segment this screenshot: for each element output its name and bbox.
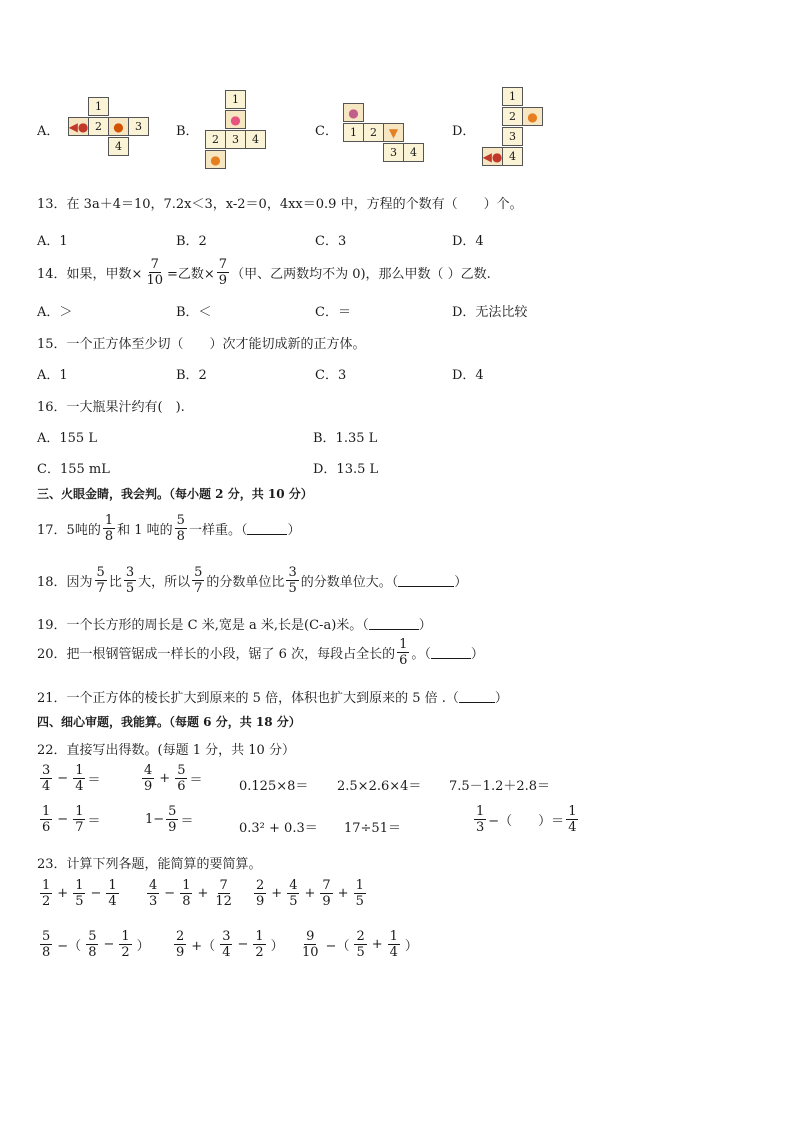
net-cell: 4 (502, 147, 523, 166)
net-cell: 4 (403, 143, 424, 162)
denominator: 5 (289, 894, 298, 909)
q17-text-b: 和 1 吨的 (117, 523, 173, 538)
q13-question: 13．在 3a＋4＝10，7.2x＜3，x-2＝0，4xx＝0.9 中，方程的个数有（ ）个。 (37, 197, 523, 212)
q18-text-c: 大，所以 (138, 575, 191, 590)
q14-option-a: A．＞ (37, 305, 73, 320)
denominator: 3 (476, 820, 485, 835)
peach-icon: ● (230, 112, 241, 127)
q14-suffix: （甲、乙两数均不为 0)，那么甲数（ ）乙数. (231, 267, 491, 282)
q23-expr-4 (38, 930, 153, 959)
denominator: 10 (302, 945, 319, 960)
peach-picture-cell (225, 110, 246, 129)
section-3-heading: 三、火眼金睛，我会判。（每小题 2 分，共 10 分） (37, 487, 313, 501)
numerator: 1 (42, 804, 51, 819)
q14-option-d: D．无法比较 (452, 305, 528, 320)
numerator: 5 (177, 763, 186, 778)
numerator: 5 (168, 804, 177, 819)
numerator: 3 (125, 565, 135, 580)
q22-expr-5: 7.5－1.2＋2.8＝ (449, 779, 551, 794)
fraction (73, 764, 85, 793)
operator: − (164, 886, 176, 901)
denominator: 9 (176, 945, 185, 960)
denominator: 4 (568, 820, 577, 835)
fraction (40, 879, 52, 908)
squirrel-icon: ● (210, 152, 221, 167)
numerator: 1 (108, 878, 117, 893)
net-cell: 2 (363, 123, 384, 142)
q22-expr-8: 0.3² + 0.3＝ (239, 821, 318, 836)
denominator: 8 (176, 529, 185, 544)
net-cell: 2 (502, 107, 523, 126)
squirrel-icon: ● (527, 109, 538, 124)
fraction (192, 566, 204, 595)
fraction (147, 879, 159, 908)
net-cell: 2 (88, 117, 109, 136)
q15-option-b: B．2 (176, 368, 207, 383)
numerator: 4 (144, 763, 153, 778)
q22-expr-3: 0.125×8＝ (239, 779, 309, 794)
net-cell: 3 (383, 143, 404, 162)
net-cell: 2 (205, 130, 226, 149)
operator-blank: −（ ）＝ (488, 814, 565, 829)
net-cell: 1 (88, 97, 109, 116)
q23-expr-1 (38, 879, 121, 908)
q13-option-a: A．1 (37, 234, 68, 249)
operator: + (197, 886, 209, 901)
equals: ＝ (189, 773, 203, 788)
fraction (166, 805, 178, 834)
q20-text-c: ） (470, 647, 484, 662)
numerator: 7 (150, 257, 159, 272)
section-4-heading: 四、细心审题，我能算。（每题 6 分，共 18 分） (37, 715, 301, 729)
net-cell: 4 (108, 137, 129, 156)
denominator: 4 (42, 779, 51, 794)
q22-expr-2 (140, 764, 202, 793)
net-cell: 1 (225, 90, 246, 109)
operator: − (103, 937, 115, 952)
q13-option-d: D．4 (452, 234, 484, 249)
q23-expr-3 (252, 879, 368, 908)
fraction (354, 930, 366, 959)
answer-blank[interactable] (398, 574, 454, 587)
operator: ） (136, 939, 150, 954)
net-cell: 3 (128, 117, 149, 136)
q17-text-c: 一样重。（ (188, 523, 248, 538)
animal-picture-cell (108, 117, 129, 136)
q12-option-b-label: B． (176, 124, 199, 139)
rabbit-icon: ● (348, 105, 359, 120)
equals: ＝ (180, 814, 194, 829)
fraction (300, 930, 321, 959)
denominator: 7 (194, 581, 203, 596)
q22-title: 22．直接写出得数。(每题 1 分，共 10 分） (37, 743, 295, 758)
numerator: 7 (219, 878, 228, 893)
fraction (253, 930, 265, 959)
numerator: 3 (42, 763, 51, 778)
answer-blank[interactable] (369, 617, 419, 630)
q12-option-c-label: C． (315, 124, 338, 139)
numerator: 4 (289, 878, 298, 893)
q13-option-c: C．3 (315, 234, 347, 249)
numerator: 5 (176, 513, 185, 528)
operator: + (371, 937, 383, 952)
operator: + (337, 886, 349, 901)
q19-text-a: 19．一个长方形的周长是 C 米,宽是 a 米,长是(C-a)米。（ (37, 618, 369, 633)
fraction (95, 566, 107, 595)
q14-mid: =乙数× (166, 267, 215, 282)
answer-blank[interactable] (431, 646, 471, 659)
q19-text-b: ） (418, 618, 432, 633)
q18-text-f: ） (454, 575, 468, 590)
q23-expr-6 (298, 930, 421, 959)
denominator: 4 (222, 945, 231, 960)
q18-text-b: 比 (108, 575, 122, 590)
denominator: 8 (88, 945, 97, 960)
q18-text-a: 18．因为 (37, 575, 93, 590)
denominator: 8 (104, 529, 114, 544)
q18-statement (37, 566, 467, 595)
denominator: 9 (168, 820, 177, 835)
q16-option-b: B．1.35 L (313, 431, 378, 446)
denominator: 5 (288, 581, 297, 596)
denominator: 10 (146, 273, 163, 288)
numerator: 1 (399, 637, 408, 652)
operator: − (237, 937, 249, 952)
net-cell: 3 (225, 130, 246, 149)
operator: +（ (191, 939, 216, 954)
numerator: 1 (568, 804, 577, 819)
denominator: 5 (75, 894, 84, 909)
fraction (354, 879, 366, 908)
q16-option-a: A．155 L (37, 431, 97, 446)
fraction (474, 805, 486, 834)
fraction (40, 930, 52, 959)
operator: − (57, 812, 69, 827)
q22-expr-9: 17÷51＝ (344, 821, 401, 836)
fraction (566, 805, 578, 834)
operator: + (271, 886, 283, 901)
denominator: 2 (255, 945, 264, 960)
denominator: 12 (215, 894, 232, 909)
fraction (217, 258, 229, 287)
denominator: 2 (42, 894, 51, 909)
q16-option-d: D．13.5 L (313, 462, 379, 477)
fraction (73, 805, 85, 834)
q17-statement (37, 514, 300, 543)
fraction (144, 258, 165, 287)
numerator: 1 (75, 763, 84, 778)
numerator: 1 (255, 929, 264, 944)
rabbit-picture-cell (343, 103, 364, 122)
operator: + (159, 771, 171, 786)
denominator: 9 (144, 779, 153, 794)
denominator: 4 (75, 779, 84, 794)
q22-expr-6 (38, 805, 100, 834)
fraction (103, 514, 115, 543)
fraction (142, 764, 154, 793)
denominator: 9 (322, 894, 331, 909)
q21-statement (37, 687, 508, 706)
operator: − (57, 771, 69, 786)
fraction (119, 930, 131, 959)
q22-expr-7 (145, 805, 193, 834)
fraction (106, 879, 118, 908)
fraction (73, 879, 85, 908)
fish-picture-cell (482, 147, 503, 166)
fraction (175, 764, 187, 793)
equals: ＝ (87, 773, 101, 788)
q15-option-d: D．4 (452, 368, 484, 383)
numerator: 1 (104, 513, 114, 528)
fish-icon: ◀● (68, 119, 89, 134)
q22-expr-10 (472, 805, 580, 834)
denominator: 4 (108, 894, 117, 909)
denominator: 3 (149, 894, 158, 909)
equals: ＝ (87, 814, 101, 829)
net-cell: 3 (502, 127, 523, 146)
answer-blank[interactable] (247, 522, 287, 535)
q20-text-b: 。（ (411, 647, 431, 662)
numerator: 3 (288, 565, 297, 580)
carrot-picture-cell (383, 123, 404, 142)
operator: −（ (325, 939, 350, 954)
net-cell: 4 (245, 130, 266, 149)
operator: ） (270, 939, 284, 954)
q15-option-a: A．1 (37, 368, 68, 383)
numerator: 4 (149, 878, 158, 893)
q23-title: 23．计算下列各题，能简算的要简算。 (37, 857, 262, 872)
q17-text-a: 17．5吨的 (37, 523, 101, 538)
numerator: 2 (256, 878, 265, 893)
q15-question: 15．一个正方体至少切（ ）次才能切成新的正方体。 (37, 337, 366, 352)
squirrel-icon: ● (113, 119, 124, 134)
operator: ） (404, 939, 418, 954)
denominator: 6 (399, 653, 408, 668)
numerator: 1 (355, 878, 364, 893)
fraction (86, 930, 98, 959)
operator: − (90, 886, 102, 901)
numerator: 5 (194, 565, 203, 580)
animal-picture-cell (522, 107, 543, 126)
q14-prefix: 14．如果，甲数× (37, 267, 143, 282)
q19-statement (37, 614, 432, 633)
carrot-icon: ▼ (388, 125, 399, 140)
operator: −（ (57, 939, 82, 954)
fraction (175, 514, 187, 543)
operand: 1− (145, 812, 165, 827)
animal-picture-cell (205, 150, 226, 169)
fraction (254, 879, 266, 908)
q13-option-b: B．2 (176, 234, 207, 249)
denominator: 4 (389, 945, 398, 960)
numerator: 1 (476, 804, 485, 819)
fraction (174, 930, 186, 959)
denominator: 7 (96, 581, 105, 596)
q18-text-e: 的分数单位大。（ (300, 575, 399, 590)
q14-question (37, 258, 491, 287)
numerator: 9 (306, 929, 315, 944)
q22-expr-1 (38, 764, 100, 793)
denominator: 7 (75, 820, 84, 835)
q18-text-d: 的分数单位比 (206, 575, 285, 590)
denominator: 6 (42, 820, 51, 835)
denominator: 8 (42, 945, 51, 960)
q23-expr-2 (145, 879, 236, 908)
numerator: 2 (176, 929, 185, 944)
fraction (287, 879, 299, 908)
q21-text-b: ） (494, 691, 508, 706)
q12-option-d-label: D． (452, 124, 476, 139)
denominator: 9 (256, 894, 265, 909)
denominator: 5 (356, 945, 365, 960)
numerator: 5 (42, 929, 51, 944)
numerator: 7 (218, 257, 228, 272)
fraction (40, 805, 52, 834)
numerator: 2 (356, 929, 365, 944)
numerator: 1 (75, 878, 84, 893)
q21-text-a: 21．一个正方体的棱长扩大到原来的 5 倍，体积也扩大到原来的 5 倍 .（ (37, 691, 459, 706)
q23-expr-5 (172, 930, 287, 959)
numerator: 1 (42, 878, 51, 893)
numerator: 1 (182, 878, 191, 893)
operator: + (304, 886, 316, 901)
fraction (388, 930, 400, 959)
fraction (124, 566, 136, 595)
fish-icon: ◀● (482, 149, 503, 164)
denominator: 8 (182, 894, 191, 909)
fish-picture-cell (68, 117, 89, 136)
fraction (40, 764, 52, 793)
q20-statement (37, 638, 484, 667)
answer-blank[interactable] (459, 690, 495, 703)
numerator: 3 (222, 929, 231, 944)
denominator: 9 (218, 273, 228, 288)
operator: + (57, 886, 69, 901)
numerator: 5 (96, 565, 105, 580)
q12-option-a-label: A． (37, 124, 60, 139)
q17-text-d: ） (287, 523, 301, 538)
q16-option-c: C．155 mL (37, 462, 110, 477)
fraction (180, 879, 192, 908)
fraction (286, 566, 298, 595)
denominator: 2 (121, 945, 130, 960)
net-cell: 1 (343, 123, 364, 142)
fraction (213, 879, 234, 908)
q20-text-a: 20．把一根钢管锯成一样长的小段，锯了 6 次，每段占全长的 (37, 647, 396, 662)
fraction (397, 638, 409, 667)
numerator: 7 (322, 878, 331, 893)
fraction (320, 879, 332, 908)
denominator: 6 (177, 779, 186, 794)
q15-option-c: C．3 (315, 368, 347, 383)
numerator: 1 (389, 929, 398, 944)
q22-expr-4: 2.5×2.6×4＝ (337, 779, 422, 794)
net-cell: 1 (502, 87, 523, 106)
q14-option-b: B．＜ (176, 305, 212, 320)
denominator: 5 (355, 894, 364, 909)
denominator: 5 (125, 581, 135, 596)
numerator: 5 (88, 929, 97, 944)
fraction (220, 930, 232, 959)
numerator: 1 (75, 804, 84, 819)
q14-option-c: C．＝ (315, 305, 351, 320)
numerator: 1 (121, 929, 130, 944)
q16-question: 16．一大瓶果汁约有( ). (37, 400, 185, 415)
